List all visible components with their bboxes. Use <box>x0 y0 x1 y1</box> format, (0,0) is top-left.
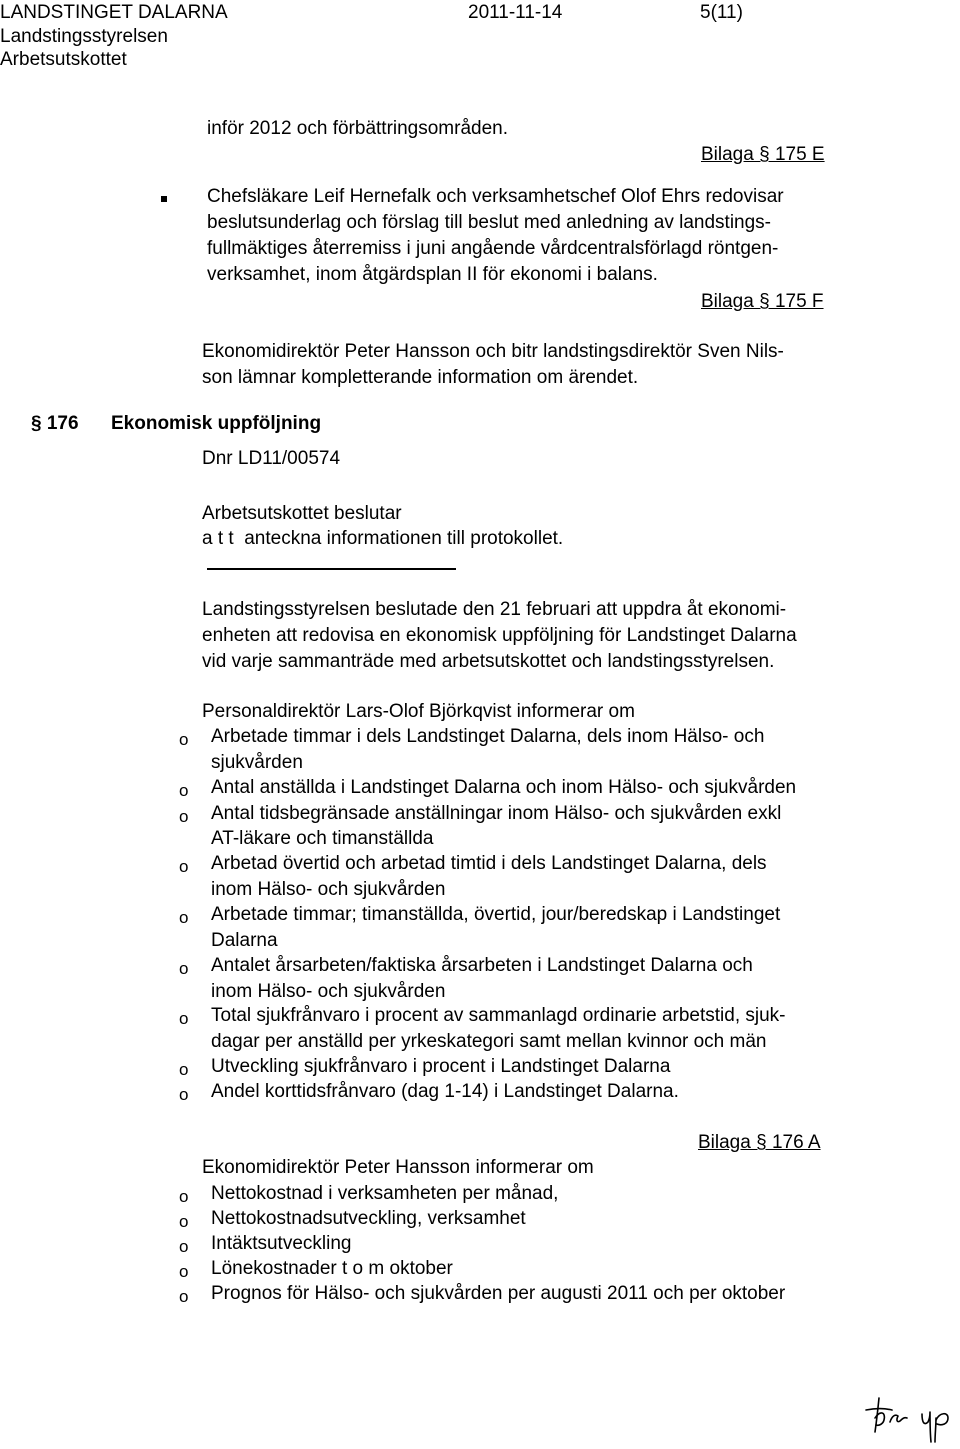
personnel-item-1-line-2: sjukvården <box>211 752 303 773</box>
personnel-item-3-line-1: Antal tidsbegränsade anställningar inom Hälso- och sjukvården exkl <box>211 803 782 824</box>
personnel-item-8-line-1: Utveckling sjukfrånvaro i procent i Landstinget Dalarna <box>211 1056 671 1077</box>
personnel-item-7-line-2: dagar per anställd per yrkeskategori samt mellan kvinnor och män <box>211 1031 767 1052</box>
personnel-item-6-line-2: inom Hälso- och sjukvården <box>211 981 446 1002</box>
decision-text: a t t anteckna informationen till protokollet. <box>202 528 564 549</box>
list-bullet-icon: o <box>179 1085 189 1104</box>
finance-item-5: Prognos för Hälso- och sjukvården per augusti 2011 och per oktober <box>211 1283 786 1304</box>
square-bullet <box>161 196 167 202</box>
personnel-item-2-line-1: Antal anställda i Landstinget Dalarna och inom Hälso- och sjukvården <box>211 777 797 798</box>
divider-line <box>207 568 456 570</box>
attachment-175e: Bilaga § 175 E <box>701 144 825 165</box>
finance-item-1: Nettokostnad i verksamheten per månad, <box>211 1183 559 1204</box>
item-175f-line-4: verksamhet, inom åtgärdsplan II för ekonomi i balans. <box>207 264 658 285</box>
list-bullet-icon: o <box>179 1187 189 1206</box>
finance-item-4: Lönekostnader t o m oktober <box>211 1258 453 1279</box>
personnel-item-5-line-2: Dalarna <box>211 930 278 951</box>
background-line-2: enheten att redovisa en ekonomisk uppföljning för Landstinget Dalarna <box>202 625 797 646</box>
finance-intro: Ekonomidirektör Peter Hansson informerar om <box>202 1157 594 1178</box>
list-bullet-icon: o <box>179 857 189 876</box>
background-line-1: Landstingsstyrelsen beslutade den 21 februari att uppdra åt ekonomi- <box>202 599 787 620</box>
personnel-item-4-line-1: Arbetad övertid och arbetad timtid i dels Landstinget Dalarna, dels <box>211 853 767 874</box>
personnel-item-6-line-1: Antalet årsarbeten/faktiska årsarbeten i Landstinget Dalarna och <box>211 955 753 976</box>
signature-initials <box>862 1388 958 1444</box>
list-bullet-icon: o <box>179 730 189 749</box>
case-number: Dnr LD11/00574 <box>202 448 341 469</box>
personnel-item-9-line-1: Andel korttidsfrånvaro (dag 1-14) i Landstinget Dalarna. <box>211 1081 679 1102</box>
page-number: 5(11) <box>700 2 743 23</box>
list-bullet-icon: o <box>179 959 189 978</box>
personnel-item-5-line-1: Arbetade timmar; timanställda, övertid, jour/beredskap i Landstinget <box>211 904 781 925</box>
personnel-item-3-line-2: AT-läkare och timanställda <box>211 828 434 849</box>
intro-line: inför 2012 och förbättringsområden. <box>207 118 509 139</box>
item-175f-line-1: Chefsläkare Leif Hernefalk och verksamhetschef Olof Ehrs redovisar <box>207 186 784 207</box>
attachment-175f: Bilaga § 175 F <box>701 291 824 312</box>
committee-name: Arbetsutskottet <box>0 49 127 70</box>
list-bullet-icon: o <box>179 1009 189 1028</box>
personnel-item-1-line-1: Arbetade timmar i dels Landstinget Dalarna, dels inom Hälso- och <box>211 726 765 747</box>
finance-item-3: Intäktsutveckling <box>211 1233 352 1254</box>
item-175f-line-2: beslutsunderlag och förslag till beslut med anledning av landstings- <box>207 212 772 233</box>
finance-item-2: Nettokostnadsutveckling, verksamhet <box>211 1208 526 1229</box>
attachment-176a: Bilaga § 176 A <box>698 1132 821 1153</box>
background-line-3: vid varje sammanträde med arbetsutskottet och landstingsstyrelsen. <box>202 651 775 672</box>
supplement-line-1: Ekonomidirektör Peter Hansson och bitr landstingsdirektör Sven Nils- <box>202 341 784 362</box>
list-bullet-icon: o <box>179 807 189 826</box>
list-bullet-icon: o <box>179 1287 189 1306</box>
list-bullet-icon: o <box>179 908 189 927</box>
list-bullet-icon: o <box>179 781 189 800</box>
supplement-line-2: son lämnar kompletterande information om ärendet. <box>202 367 639 388</box>
list-bullet-icon: o <box>179 1212 189 1231</box>
organization-name: LANDSTINGET DALARNA <box>0 2 228 23</box>
decision-label: Arbetsutskottet beslutar <box>202 503 402 524</box>
document-date: 2011-11-14 <box>468 2 563 23</box>
personnel-item-4-line-2: inom Hälso- och sjukvården <box>211 879 446 900</box>
list-bullet-icon: o <box>179 1237 189 1256</box>
list-bullet-icon: o <box>179 1262 189 1281</box>
item-175f-line-3: fullmäktiges återremiss i juni angående vårdcentralsförlagd röntgen- <box>207 238 779 259</box>
personnel-intro: Personaldirektör Lars-Olof Björkqvist informerar om <box>202 701 635 722</box>
list-bullet-icon: o <box>179 1060 189 1079</box>
section-number: § 176 <box>31 413 79 434</box>
board-name: Landstingsstyrelsen <box>0 26 168 47</box>
personnel-item-7-line-1: Total sjukfrånvaro i procent av sammanlagd ordinarie arbetstid, sjuk- <box>211 1005 786 1026</box>
section-title: Ekonomisk uppföljning <box>111 413 322 434</box>
